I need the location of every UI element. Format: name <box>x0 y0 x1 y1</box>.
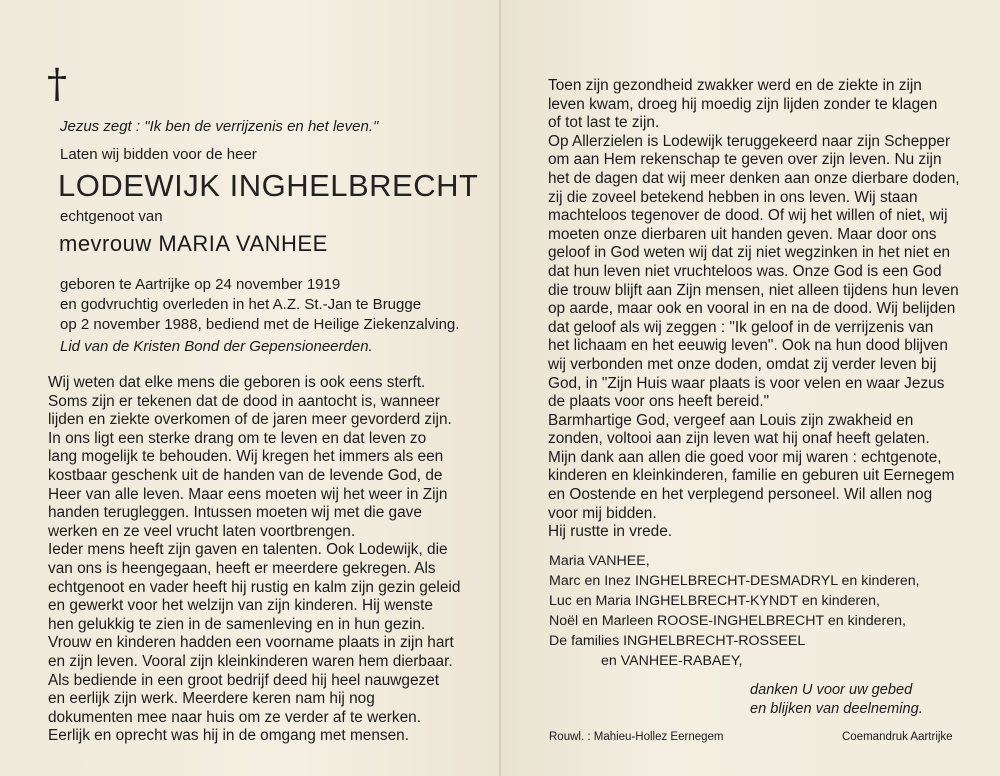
text-line: Hij rustte in vrede. <box>548 523 673 541</box>
funeral-home-credit: Rouwl. : Mahieu-Hollez Eernegem <box>549 731 724 743</box>
text-line: om aan Hem rekenschap te geven over zijn leven. Nu zijn <box>548 151 942 169</box>
bible-quote: Jezus zegt : "Ik ben de verrijzenis en het leven." <box>60 118 379 135</box>
text-line: lijden en ziekte overkomen of de jaren meer gevorderd zijn. <box>48 411 452 429</box>
text-line: het lichaam en het eeuwig leven". Ook na hun dood blijven <box>548 337 948 355</box>
text-line: of tot last te zijn. <box>548 114 660 132</box>
thanks-text <box>750 681 923 719</box>
left-body-text <box>48 374 460 746</box>
text-line: die trouw blijft aan Zijn mensen, niet alleen tijdens hun leven <box>548 281 959 299</box>
text-line: en zijn leven. Vooral zijn kleinkinderen waren hem dierbaar. <box>48 652 453 670</box>
text-line: werken en ze veel vrucht laten voortbrengen. <box>48 522 356 540</box>
text-line: Barmhartige God, vergeef aan Louis zijn zwakheid en <box>548 411 914 429</box>
right-body-text <box>548 77 960 542</box>
text-line: Mijn dank aan allen die goed voor mij waren : echtgenote, <box>548 448 942 466</box>
text-line: op aarde, maar ook en vooral in en na de dood. Wij belijden <box>548 300 956 318</box>
text-line: voor mij bidden. <box>548 504 657 522</box>
birth-line: geboren te Aartrijke op 24 november 1919 <box>60 276 341 293</box>
text-line: zij die zoveel betekend hebben in ons leven. Wij staan <box>548 188 918 206</box>
text-line: dat hun leven niet vruchteloos was. Onze God is een God <box>548 262 942 280</box>
thanks-line-1: danken U voor uw gebed <box>750 682 913 698</box>
page-fold <box>499 0 501 776</box>
text-line: van ons is heengegaan, heeft er meerdere gekregen. Als <box>48 559 436 577</box>
text-line: handen terugleggen. Intussen moeten wij met die gave <box>48 504 422 522</box>
text-line: moeten onze dierbaren uit handen geven. Maar door ons <box>548 225 937 243</box>
text-line: geloof in God weten wij dat zij niet wegzinken in het niet en <box>548 244 951 262</box>
text-line: God, in "Zijn Huis waar plaats is voor velen en waar Jezus <box>548 374 945 392</box>
thanks-line-2: en blijken van deelneming. <box>750 701 923 717</box>
text-line: wij verbonden met onze doden, omdat zij verder leven bij <box>548 355 937 373</box>
membership-text: Lid van de Kristen Bond der Gepensioneerden. <box>60 338 373 355</box>
deceased-name: LODEWIJK INGHELBRECHT <box>58 168 479 203</box>
spouse-intro: echtgenoot van <box>60 208 163 225</box>
birth-death-details <box>60 275 459 335</box>
text-line: de plaats voor ons heeft bereid." <box>548 393 770 411</box>
family-line-child: Noël en Marleen ROOSE-INGHELBRECHT en kinderen, <box>549 613 906 629</box>
text-line: leven kwam, droeg hij moedig zijn lijden zonder te klagen <box>548 95 938 113</box>
text-line: Als bediende in een groot bedrijf deed hij heel nauwgezet <box>48 671 440 689</box>
death-line: en godvruchtig overleden in het A.Z. St.-Jan te Brugge <box>60 296 422 313</box>
text-line: kinderen en kleinkinderen, familie en geburen uit Eernegem <box>548 467 955 485</box>
printer-credit: Coemandruk Aartrijke <box>842 731 953 743</box>
text-line: en gewerkt voor het welzijn van zijn kinderen. Hij wenste <box>48 597 433 615</box>
text-line: Eerlijk en oprecht was hij in de omgang met mensen. <box>48 727 410 745</box>
text-line: lang mogelijk te behouden. Wij kregen het immers als een <box>48 448 444 466</box>
intro-text: Laten wij bidden voor de heer <box>60 146 257 163</box>
text-line: zonden, voltooi aan zijn leven wat hij onaf heeft gelaten. <box>548 430 930 448</box>
text-line: Soms zijn er tekenen dat de dood in aantocht is, wanneer <box>48 392 440 410</box>
text-line: dokumenten mee naar huis om ze verder af te werken. <box>48 708 421 726</box>
text-line: In ons ligt een sterke drang om te leven en dat leven zo <box>48 429 427 447</box>
death-date-line: op 2 november 1988, bediend met de Heilige Ziekenzalving. <box>60 316 460 333</box>
text-line: dat geloof als wij zeggen : "Ik geloof in de verrijzenis van <box>548 318 934 336</box>
text-line: Wij weten dat elke mens die geboren is ook eens sterft. <box>48 374 426 391</box>
family-line-widow: Maria VANHEE, <box>549 553 650 569</box>
text-line: Heer van alle leven. Maar eens moeten wij het weer in Zijn <box>48 485 448 503</box>
family-line-child: Marc en Inez INGHELBRECHT-DESMADRYL en kinderen, <box>549 573 920 589</box>
family-line-families: De families INGHELBRECHT-ROSSEEL <box>549 633 806 649</box>
text-line: Vrouw en kinderen hadden een voorname plaats in zijn hart <box>48 634 454 652</box>
spouse-name: mevrouw MARIA VANHEE <box>59 231 328 256</box>
text-line: machteloos tegenover de dood. Of wij het willen of niet, wij <box>548 207 948 225</box>
family-line-child: Luc en Maria INGHELBRECHT-KYNDT en kinderen, <box>549 593 880 609</box>
text-line: Toen zijn gezondheid zwakker werd en de ziekte in zijn <box>548 77 922 94</box>
text-line: en eerlijk zijn werk. Meerdere keren nam hij nog <box>48 690 375 708</box>
text-line: kostbaar geschenk uit de handen van de levende God, de <box>48 466 443 484</box>
text-line: Op Allerzielen is Lodewijk teruggekeerd naar zijn Schepper <box>548 132 951 150</box>
text-line: hen gelukkig te zien in de samenleving en in hun gezin. <box>48 615 426 633</box>
family-line-families-2: en VANHEE-RABAEY, <box>601 653 743 669</box>
cross-icon: † <box>47 61 67 107</box>
text-line: Ieder mens heeft zijn gaven en talenten. Ook Lodewijk, die <box>48 541 448 559</box>
family-list <box>549 551 920 671</box>
text-line: en Oostende en het verplegend personeel. Wil allen nog <box>548 486 933 504</box>
text-line: het de dagen dat wij meer denken aan onze dierbare doden, <box>548 169 960 187</box>
text-line: echtgenoot en vader heeft hij rustig en kalm zijn gezin geleid <box>48 578 461 596</box>
